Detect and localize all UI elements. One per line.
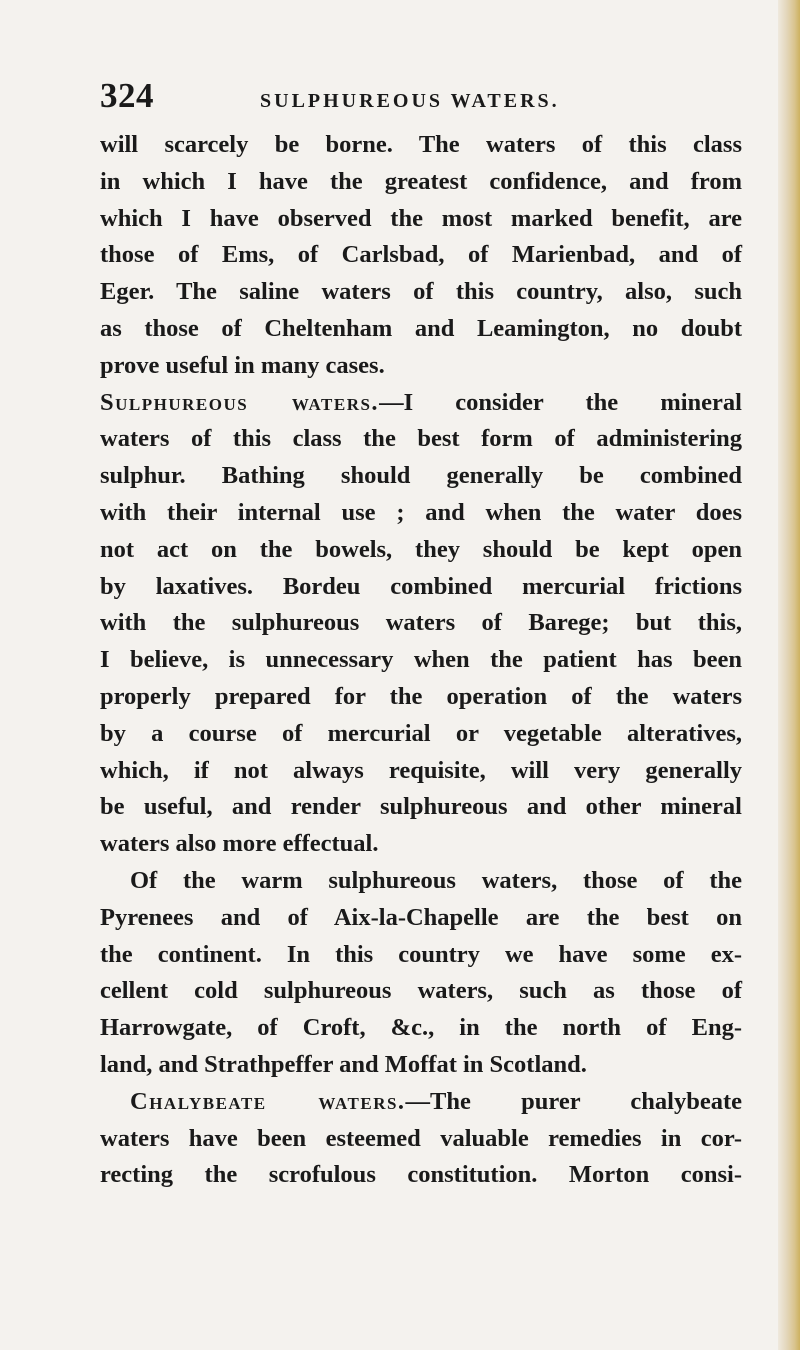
text-fragment: —I consider the mineral bbox=[379, 388, 742, 416]
text-line: in which I have the greatest confidence, and from bbox=[100, 167, 742, 195]
body-text bbox=[100, 127, 742, 1194]
page-edge bbox=[778, 0, 800, 1350]
text-line: by laxatives. Bordeu combined mercurial frictions bbox=[100, 572, 742, 600]
text-line: which I have observed the most marked benefit, are bbox=[100, 204, 742, 232]
text-line: Eger. The saline waters of this country, also, such bbox=[100, 278, 742, 306]
text-line: sulphur. Bathing should generally be combined bbox=[100, 462, 742, 490]
text-line: those of Ems, of Carlsbad, of Marienbad, and of bbox=[100, 241, 742, 269]
text-line: will scarcely be borne. The waters of this class bbox=[100, 131, 742, 158]
text-line: by a course of mercurial or vegetable alteratives, bbox=[100, 719, 742, 747]
text-line: be useful, and render sulphureous and other mineral bbox=[100, 793, 742, 821]
text-line: as those of Cheltenham and Leamington, no doubt bbox=[100, 314, 742, 342]
section-heading-chalybeate: Chalybeate waters. bbox=[130, 1087, 406, 1115]
text-line: not act on the bowels, they should be kept open bbox=[100, 535, 742, 563]
text-line: Pyrenees and of Aix-la-Chapelle are the best on bbox=[100, 903, 742, 931]
text-line: waters also more effectual. bbox=[100, 830, 379, 858]
text-line: with the sulphureous waters of Barege; but this, bbox=[100, 609, 742, 637]
running-head: SULPHUREOUS WATERS. bbox=[260, 90, 560, 112]
text-line: recting the scrofulous constitution. Morton consi- bbox=[100, 1161, 742, 1189]
text-fragment: —The purer chalybeate bbox=[405, 1087, 742, 1115]
text-line: Of the warm sulphureous waters, those of the bbox=[130, 866, 742, 894]
text-line: the continent. In this country we have some ex- bbox=[100, 940, 742, 968]
text-line: prove useful in many cases. bbox=[100, 351, 385, 379]
section-first-line bbox=[100, 1084, 742, 1121]
text-line: waters have been esteemed valuable remedies in cor- bbox=[100, 1124, 742, 1152]
text-line: I believe, is unnecessary when the patient has been bbox=[100, 646, 742, 674]
page-number: 324 bbox=[100, 76, 154, 115]
text-line: land, and Strathpeffer and Moffat in Scotland. bbox=[100, 1050, 587, 1078]
section-heading-sulphureous: Sulphureous waters. bbox=[100, 388, 380, 416]
text-line: Harrowgate, of Croft, &c., in the north of Eng- bbox=[100, 1014, 742, 1042]
text-line: cellent cold sulphureous waters, such as those of bbox=[100, 977, 742, 1005]
page-header bbox=[100, 76, 740, 116]
text-line: waters of this class the best form of administering bbox=[100, 425, 742, 453]
text-line: with their internal use ; and when the water does bbox=[100, 498, 742, 526]
text-line: properly prepared for the operation of the waters bbox=[100, 682, 742, 710]
text-line: which, if not always requisite, will very generally bbox=[100, 756, 742, 784]
section-first-line bbox=[100, 385, 742, 422]
